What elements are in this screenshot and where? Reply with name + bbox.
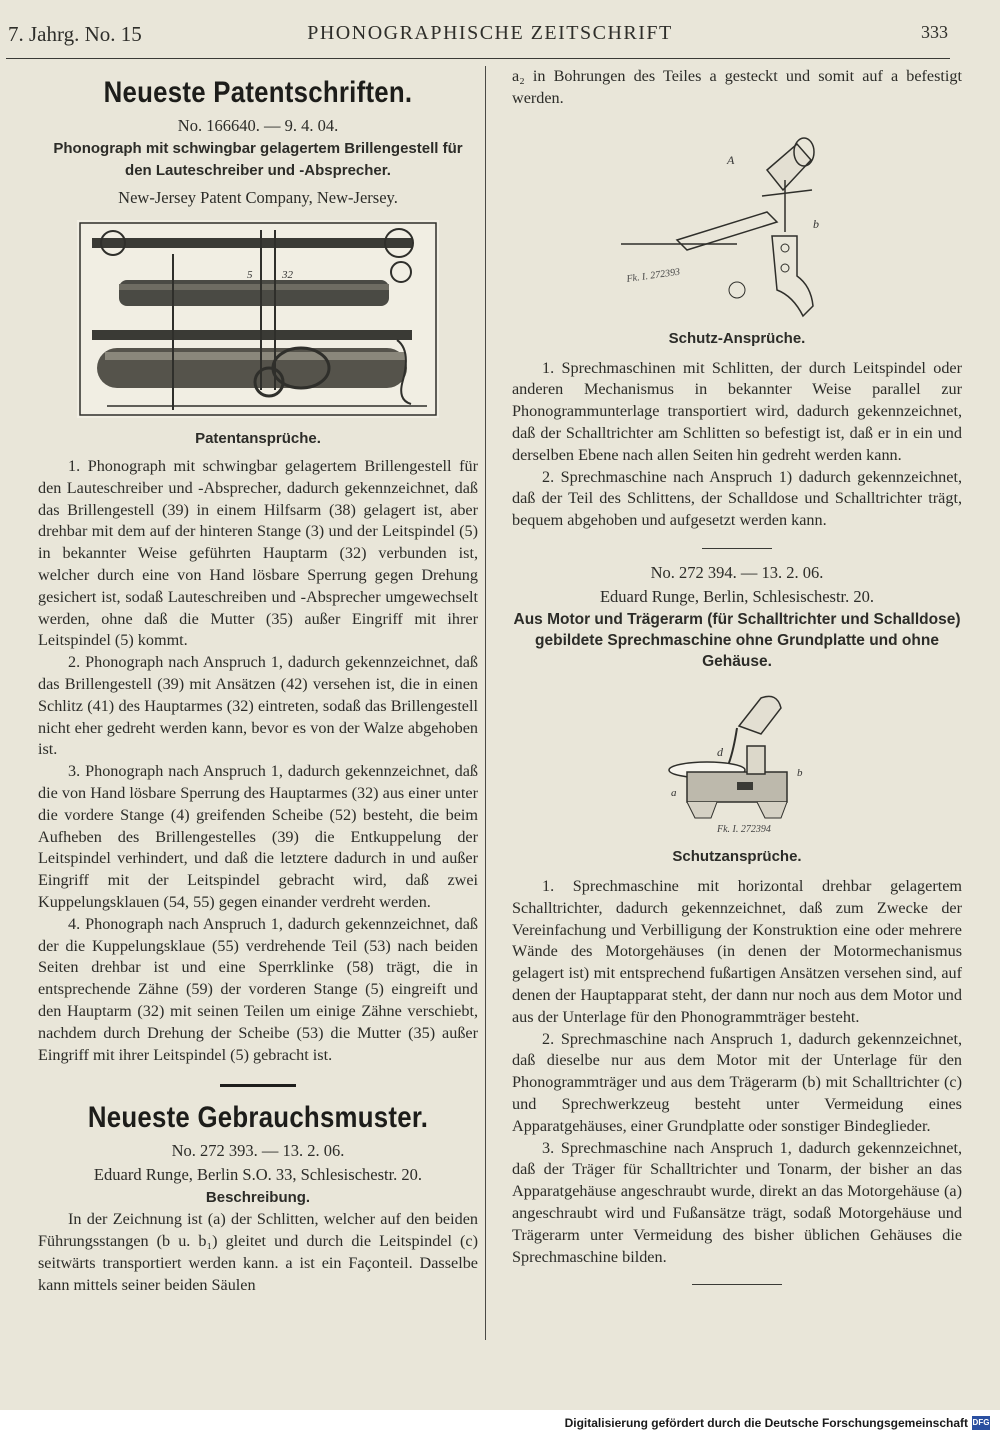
motor-figure [647,686,827,836]
claim-paragraph: 2. Sprechmaschine nach Anspruch 1) dadurch gekennzeichnet, daß der Teil des Schlittens, der Schalldose und Schalltrichter trägt, bequem abgehoben und aufgesetzt werden kann. [512,467,962,530]
svg-text:b: b [797,766,803,779]
svg-text:32: 32 [282,269,293,281]
column-divider [485,66,486,1340]
page-number: 333 [921,22,948,42]
section-title-patents: Neueste Patentschriften. [103,76,413,109]
claims-heading: Patentansprüche. [195,430,321,447]
gm2-number: No. 272 394. — 13. 2. 06. [650,562,824,582]
fig1-caption: Fk. I. 272393 [625,266,681,285]
left-column [38,66,478,1297]
claims2-heading: Schutzansprüche. [672,847,802,865]
claims1-heading: Schutz-Ansprüche. [668,329,806,347]
section-separator [220,1084,296,1087]
end-separator [692,1284,782,1285]
claim-paragraph: 2. Phonograph nach Anspruch 1, dadurch gekennzeichnet, daß das Brillengestell (39) mit Ansätzen (42) versehen ist, die in einen Schlitz (41) des Hauptarmes (32) eintreten, sodaß das Brillengestell nicht eher gedreht werden kann, bevor es von der Walze abgehoben ist. [38,653,478,759]
header-rule [6,58,950,59]
patent-title: Phonograph mit schwingbar gelagertem Brillengestell für den Lauteschreiber und -Absprecher. [53,140,463,179]
gm-number: No. 272 393. — 13. 2. 06. [171,1141,345,1161]
description-heading: Beschreibung. [205,1189,311,1207]
claim-paragraph: 1. Sprechmaschine mit horizontal drehbar gelagertem Schalltrichter, dadurch gekennzeichnet, daß zum Zwecke der Vereinfachung und Verbilligung der Konstruktion eine oder mehrere Wände des Motorgehäuses (in denen der Motormechanismus gelagert ist) mit entsprechend fußartigen Ansätzen versehen sind, auf denen der Hauptapparat steht, der dann nur noch aus dem Motor und aus der Unterlage für den Phonogrammträger besteht. [512,876,962,1026]
svg-text:d: d [717,744,723,759]
gm2-owner: Eduard Runge, Berlin, Schlesischestr. 20. [599,586,875,606]
claim-paragraph: 1. Phonograph mit schwingbar gelagertem Brillengestell für den Lauteschreiber und -Absprecher, dadurch gekennzeichnet, daß das Brillengestell (39) in einem Hilfsarm (38) gelagert ist, aber drehbar mit dem auf der hinteren Stange (3) und der Leitspindel (5) in bekannter Weise geführten Hauptarm (32) verbunden ist, welcher durch eine von Hand lösbare Sperrung gegen Drehung gesichert ist, sodaß Lauteschreiben und -Absprecher umgewechselt werden, ohne daß die Mutter (35) außer Eingriff mit ihrer Leitspindel (5) kommt. [38,457,478,650]
claim-paragraph: 1. Sprechmaschinen mit Schlitten, der durch Leitspindel oder anderen Mechanismus in bekannter Weise parallel zur Phonogrammunterlage transportiert wird, dadurch gekennzeichnet, daß der Schalltrichter am Schlitten so befestigt ist, daß er in ein und derselben Ebene nach allen Seiten hin gedreht werden kann. [512,358,962,464]
footer-bar [0,1410,1000,1436]
gm-owner: Eduard Runge, Berlin S.O. 33, Schlesischestr. 20. [93,1165,423,1185]
section-separator [702,548,772,549]
svg-text:A: A [727,152,735,167]
patent-company: New-Jersey Patent Company, New-Jersey. [118,188,398,207]
gm2-title: Aus Motor und Trägerarm (für Schalltrichter und Schalldose) gebildete Sprechmaschine ohne Grundplatte und ohne Gehäuse. [513,610,961,670]
fig2-caption: Fk. I. 272394 [717,823,771,835]
footer-credit: Digitalisierung gefördert durch die Deutsche Forschungsgemeinschaft [564,1416,968,1430]
sled-figure [617,120,857,318]
svg-text:b: b [813,216,819,231]
sled-drawing [617,120,857,318]
motor-drawing [647,686,827,836]
claim-paragraph: 4. Phonograph nach Anspruch 1, dadurch gekennzeichnet, daß der die Kuppelungsklaue (55) verdrehende Teil (53) nach beiden Seiten drehbar ist und eine Sperrklinke (58) trägt, die in entsprechende Zähne (59) der vorderen Stange (5) eingreift und den Hauptarm (32) mit seinen Teilen um einige Zähne verschiebt, nachdem durch Drehung der Scheibe (53) die Mutter (35) außer Eingriff mit ihrer Leitspindel (5) gebracht ist. [38,914,478,1064]
phonograph-figure [77,220,439,418]
phonograph-drawing [77,220,439,418]
description-paragraph: In der Zeichnung ist (a) der Schlitten, welcher auf den beiden Führungsstangen (b u. b₁) gleitet und durch die Leitspindel (c) seitwärts transportiert werden kann. a ist ein Façonteil. Dasselbe kann mittels seiner beiden Säulen [38,1210,478,1294]
svg-text:a: a [671,786,677,799]
volume-label: 7. Jahrg. No. 15 [8,22,142,46]
svg-text:5: 5 [247,269,253,281]
dfg-logo: DFG [972,1416,990,1430]
continued-paragraph: a₂ in Bohrungen des Teiles a gesteckt und somit auf a befestigt werden. [512,67,962,107]
claim-paragraph: 3. Phonograph nach Anspruch 1, dadurch gekennzeichnet, daß die von Hand lösbare Sperrung des Hauptarmes (32) aus einer unter die vordere Stange (4) greifenden Scheibe (52) besteht, die beim Aufheben des Brillengestelles (39) die Entkuppelung der Leitspindel verhindert, und daß die letztere dadurch in und außer Eingriff mit der Leitspindel gebracht wird, daß zwei Kuppelungsklauen (54, 55) gegen einander verdreht werden. [38,762,478,911]
patent-number: No. 166640. — 9. 4. 04. [177,116,339,135]
journal-title: PHONOGRAPHISCHE ZEITSCHRIFT [307,22,673,44]
claim-paragraph: 2. Sprechmaschine nach Anspruch 1, dadurch gekennzeichnet, daß dieselbe nur aus dem Motor mit der Unterlage für den Phonogrammträger und aus dem Trägerarm (b) mit Schalltrichter (c) und Sprechwerkzeug besteht unter Vermeidung eines Apparatgehäuses, einer Grundplatte oder sonstiger Bindeglieder. [512,1029,962,1135]
section-title-gebrauchsmuster: Neueste Gebrauchsmuster. [87,1101,429,1135]
claim-paragraph: 3. Sprechmaschine nach Anspruch 1, dadurch gekennzeichnet, daß der Träger für Schalltrichter und Tonarm, der bisher an das Apparatgehäuse angeschraubt wurde, direkt an das Motorgehäuse (a) angeschraubt wird und Fußansätze trägt, sodaß Motorgehäuse und Trägerarm unter Vermeidung des bisher üblichen Gehäuses die Sprechmaschine bilden. [512,1138,962,1266]
right-column [512,66,962,1297]
